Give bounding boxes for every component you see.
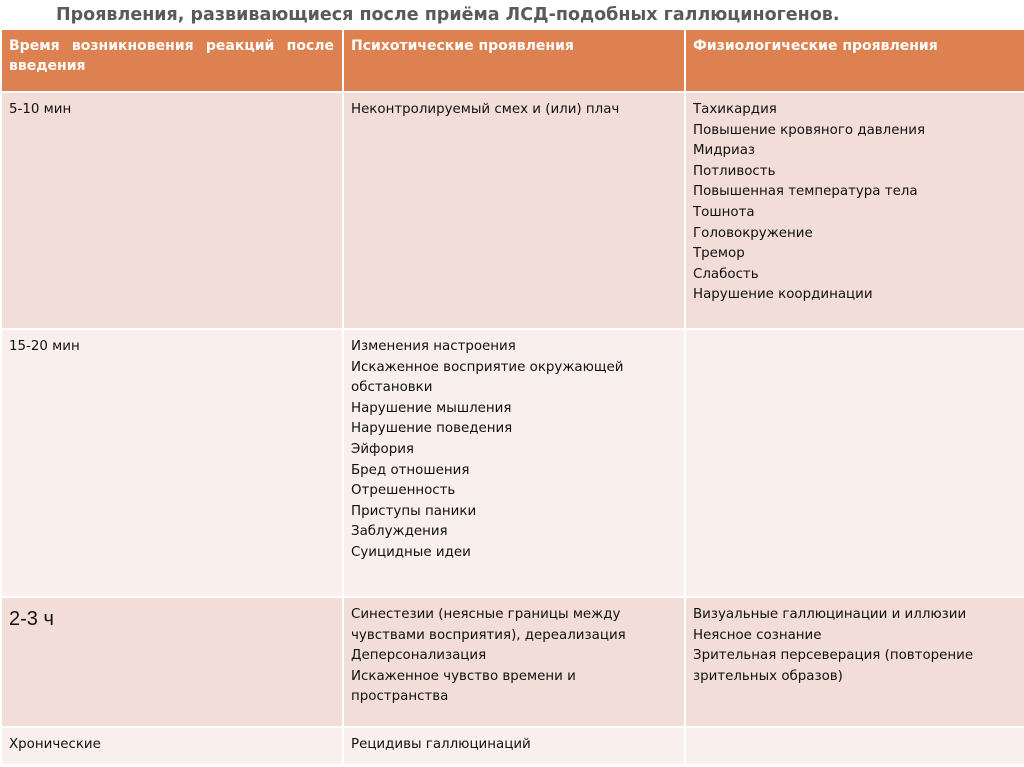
list-item: Тремор xyxy=(693,246,745,262)
list-item: Искаженное чувство времени и xyxy=(351,668,576,684)
time-cell: 5-10 мин xyxy=(1,92,343,329)
list-item: Мидриаз xyxy=(693,143,756,159)
list-item: чувствами восприятия), дереализация xyxy=(351,627,626,643)
psychotic-cell xyxy=(343,727,685,765)
list-item: Эйфория xyxy=(351,441,414,457)
time-cell xyxy=(1,597,343,727)
time-cell: Хронические xyxy=(1,727,343,765)
table-row xyxy=(1,597,1024,727)
psychotic-cell xyxy=(343,329,685,597)
header-physiological: Физиологические проявления xyxy=(685,29,1024,92)
list-item: Рецидивы галлюцинаций xyxy=(351,737,531,752)
list-item: Нарушение мышления xyxy=(351,400,512,416)
physiological-cell xyxy=(685,727,1024,765)
list-item: Нарушение поведения xyxy=(351,421,513,437)
psychotic-cell xyxy=(343,597,685,727)
list-item: Синестезии (неясные границы между xyxy=(351,607,621,622)
page-title: Проявления, развивающиеся после приёма ЛСД-подобных галлюциногенов. xyxy=(56,5,840,25)
list-item: Нарушение координации xyxy=(693,287,873,303)
physiological-cell xyxy=(685,92,1024,329)
physiological-cell xyxy=(685,597,1024,727)
list-item: Отрешенность xyxy=(351,483,456,499)
list-item: Искаженное восприятие окружающей xyxy=(351,359,624,375)
list-item: Изменения настроения xyxy=(351,339,516,354)
physiological-cell xyxy=(685,329,1024,597)
time-label: 2-3 ч xyxy=(9,608,54,630)
list-item: Заблуждения xyxy=(351,524,448,540)
table-row xyxy=(1,92,1024,329)
table-header-row xyxy=(1,29,1024,92)
header-psychotic: Психотические проявления xyxy=(343,29,685,92)
list-item: обстановки xyxy=(351,380,433,396)
list-item: Тошнота xyxy=(693,204,755,220)
list-item: Неясное сознание xyxy=(693,627,822,643)
list-item: Повышение кровяного давления xyxy=(693,122,925,138)
list-item: Приступы паники xyxy=(351,503,477,519)
header-time: Время возникновения реакций после введения xyxy=(1,29,343,92)
list-item: Деперсонализация xyxy=(351,648,487,664)
list-item: Слабость xyxy=(693,266,759,282)
list-item: Неконтролируемый смех и (или) плач xyxy=(351,102,620,117)
list-item: зрительных образов) xyxy=(693,668,843,684)
time-cell: 15-20 мин xyxy=(1,329,343,597)
list-item: Зрительная персеверация (повторение xyxy=(693,648,974,664)
list-item: Суицидные идеи xyxy=(351,544,471,560)
list-item: Визуальные галлюцинации и иллюзии xyxy=(693,607,967,622)
list-item: Повышенная температура тела xyxy=(693,184,918,200)
effects-table xyxy=(0,28,1024,766)
table-row xyxy=(1,329,1024,597)
psychotic-cell xyxy=(343,92,685,329)
list-item: Бред отношения xyxy=(351,462,470,478)
list-item: пространства xyxy=(351,689,449,705)
list-item: Потливость xyxy=(693,163,776,179)
list-item: Головокружение xyxy=(693,225,813,241)
list-item: Тахикардия xyxy=(693,102,777,117)
table-row xyxy=(1,727,1024,765)
